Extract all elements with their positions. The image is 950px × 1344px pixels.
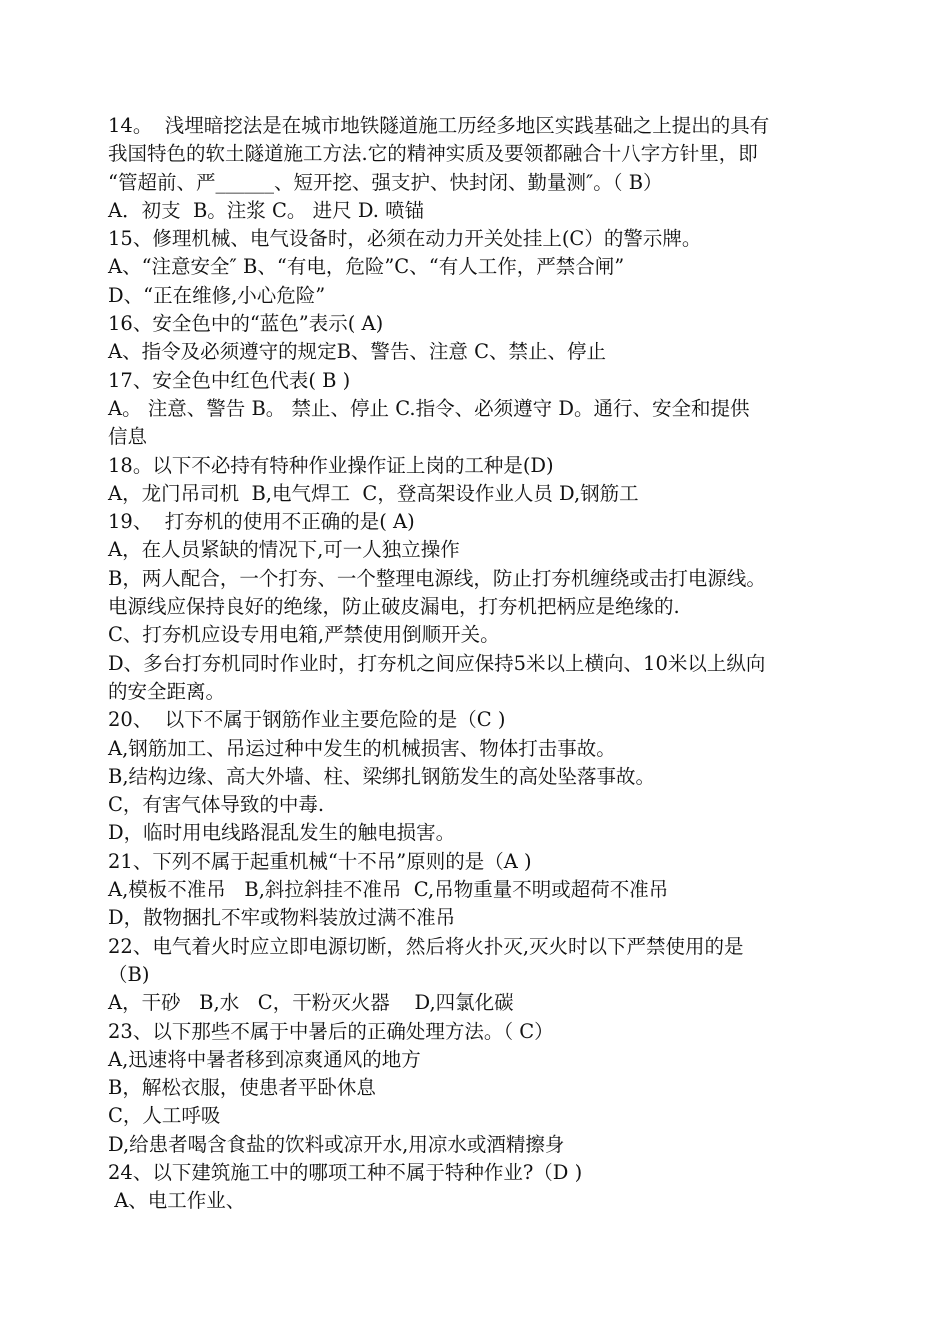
text-line: 23、以下那些不属于中暑后的正确处理方法。（ C）: [108, 1019, 554, 1043]
text-line: 21、下列不属于起重机械“十不吊”原则的是（A ): [108, 849, 532, 873]
text-line: （B): [108, 962, 150, 986]
text-line: D，临时用电线路混乱发生的触电损害。: [108, 821, 456, 845]
text-line: A，在人员紧缺的情况下,可一人独立操作: [108, 538, 460, 562]
text-line: A、电工作业、: [108, 1189, 246, 1213]
text-line: A,钢筋加工、吊运过种中发生的机械损害、物体打击事故。: [108, 736, 616, 760]
text-line: 22、电气着火时应立即电源切断，然后将火扑灭,灭火时以下严禁使用的是: [108, 934, 744, 958]
text-line: A，龙门吊司机 B,电气焊工 C，登高架设作业人员 D,钢筋工: [108, 481, 639, 505]
text-line: “管超前、严______、短开挖、强支护、快封闭、勤量测″。（ B）: [108, 170, 663, 194]
text-line: C、打夯机应设专用电箱,严禁使用倒顺开关。: [108, 623, 500, 647]
text-line: B，解松衣服，使患者平卧休息: [108, 1076, 376, 1100]
document-page: [108, 112, 868, 1216]
text-line: 18。以下不必持有特种作业操作证上岗的工种是(D): [108, 453, 554, 477]
text-line: A、“注意安全″ B、“有电，危险”C、“有人工作，严禁合闸”: [108, 255, 625, 279]
text-line: B,结构边缘、高大外墙、柱、梁绑扎钢筋发生的高处坠落事故。: [108, 764, 656, 788]
text-line: A,模板不准吊 B,斜拉斜挂不准吊 C,吊物重量不明或超荷不准吊: [108, 878, 669, 902]
text-line: B，两人配合，一个打夯、一个整理电源线，防止打夯机缠绕或击打电源线。: [108, 566, 766, 590]
text-line: 我国特色的软土隧道施工方法.它的精神实质及要领都融合十八字方针里，即: [108, 142, 758, 166]
text-line: D、多台打夯机同时作业时，打夯机之间应保持5米以上横向、10米以上纵向: [108, 651, 766, 675]
text-line: C，人工呼吸: [108, 1104, 221, 1128]
text-line: 17、安全色中红色代表( B ): [108, 368, 351, 392]
text-line: D,给患者喝含食盐的饮料或凉开水,用凉水或酒精擦身: [108, 1132, 565, 1156]
text-line: 24、以下建筑施工中的哪项工种不属于特种作业?（D ): [108, 1160, 583, 1184]
text-line: 16、安全色中的“蓝色”表示( A): [108, 312, 384, 336]
text-line: 电源线应保持良好的绝缘，防止破皮漏电，打夯机把柄应是绝缘的.: [108, 595, 680, 619]
text-line: D、“正在维修,小心危险”: [108, 283, 326, 307]
text-line: D，散物捆扎不牢或物料装放过满不准吊: [108, 906, 456, 930]
text-line: 15、修理机械、电气设备时，必须在动力开关处挂上(C）的警示牌。: [108, 227, 702, 251]
text-line: A,迅速将中暑者移到凉爽通风的地方: [108, 1047, 421, 1071]
text-line: 信息: [108, 425, 148, 449]
text-line: 14。 浅埋暗挖法是在城市地铁隧道施工历经多地区实践基础之上提出的具有: [108, 114, 770, 137]
text-line: C，有害气体导致的中毒.: [108, 793, 325, 817]
text-line: 的安全距离。: [108, 679, 226, 703]
text-line: 19、 打夯机的使用不正确的是( A): [108, 510, 415, 534]
text-line: A．初支 B。注浆 C。 进尺 D. 喷锚: [108, 198, 425, 222]
text-line: A，干砂 B,水 C，干粉灭火器 D,四氯化碳: [108, 991, 514, 1015]
text-line: A。 注意、警告 B。 禁止、停止 C.指令、必须遵守 D。通行、安全和提供: [108, 396, 750, 420]
text-line: A、指令及必须遵守的规定B、警告、注意 C、禁止、停止: [108, 340, 607, 364]
text-line: 20、 以下不属于钢筋作业主要危险的是（C ): [108, 708, 506, 732]
